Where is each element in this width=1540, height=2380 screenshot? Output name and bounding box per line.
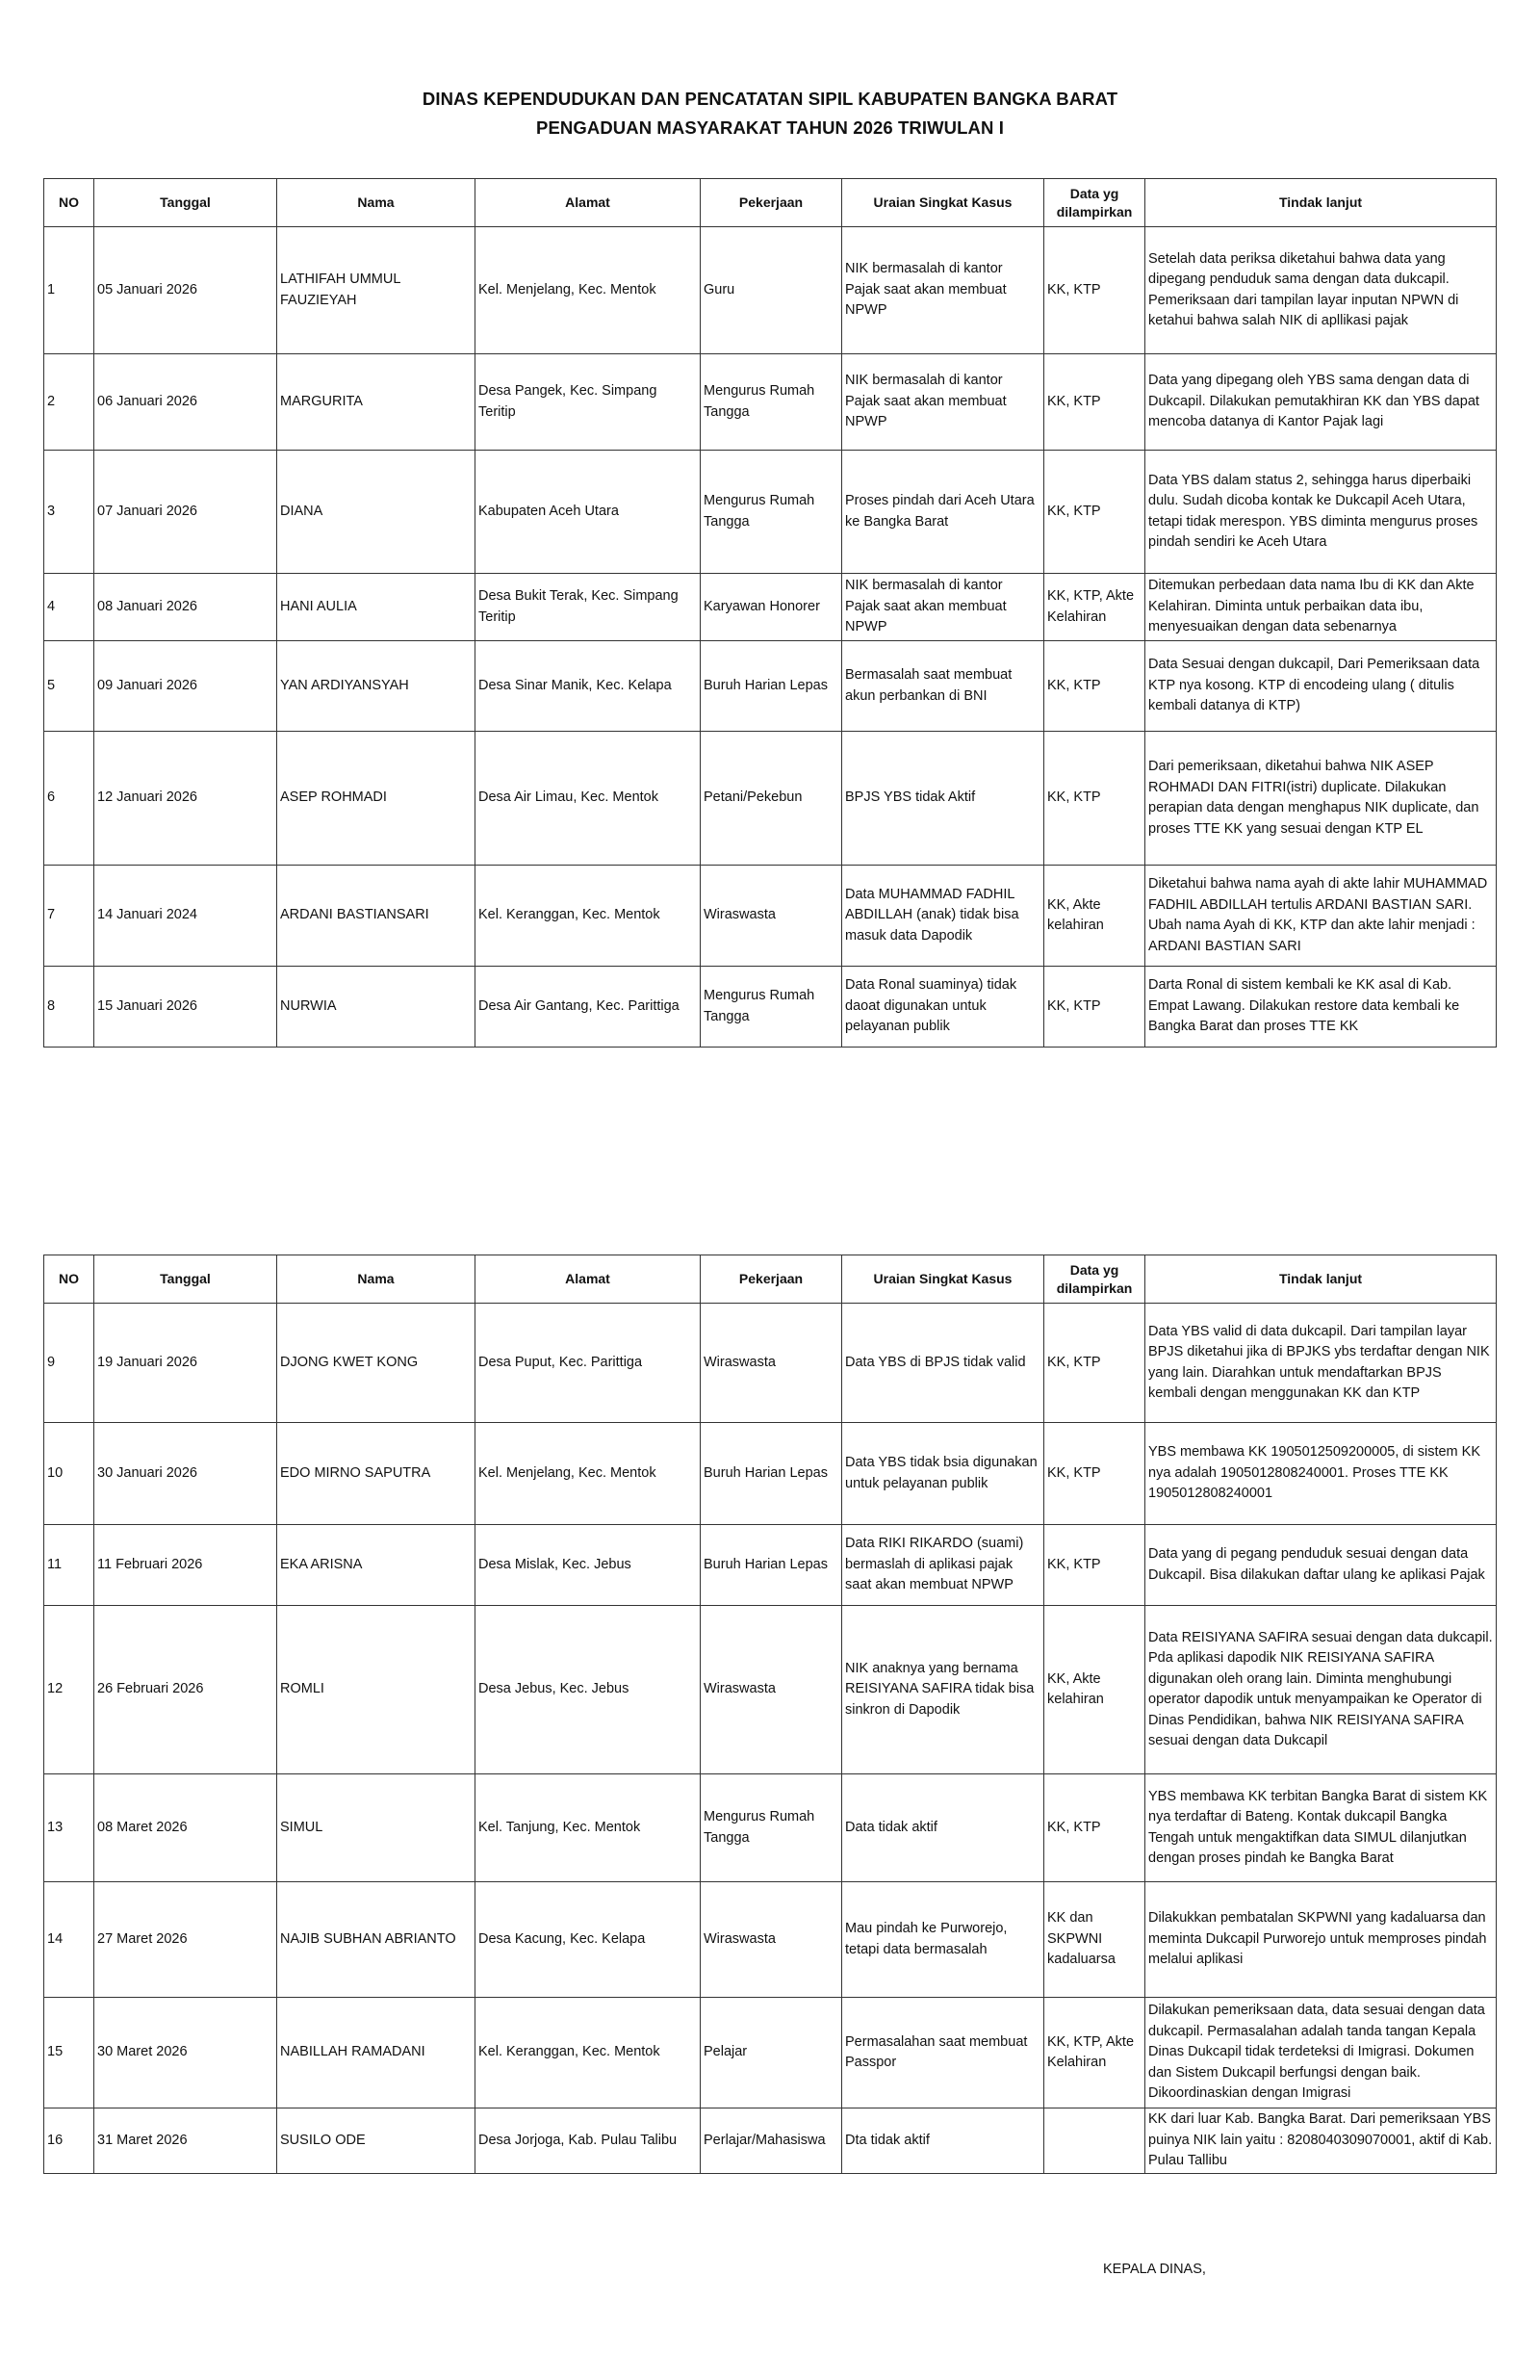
cell-uraian: Data MUHAMMAD FADHIL ABDILLAH (anak) tidak bisa masuk data Dapodik — [842, 866, 1044, 967]
cell-alamat: Desa Puput, Kec. Parittiga — [475, 1304, 701, 1423]
cell-data-lampiran: KK, KTP — [1044, 967, 1145, 1048]
cell-no: 5 — [44, 641, 94, 732]
cell-uraian: Data YBS tidak bsia digunakan untuk pelayanan publik — [842, 1423, 1044, 1525]
col-header-alamat: Alamat — [475, 1255, 701, 1304]
cell-nama: SUSILO ODE — [277, 2108, 475, 2174]
cell-nama: ROMLI — [277, 1606, 475, 1774]
cell-data-lampiran — [1044, 2108, 1145, 2174]
cell-no: 1 — [44, 227, 94, 354]
cell-data-lampiran: KK, KTP — [1044, 227, 1145, 354]
cell-tanggal: 08 Maret 2026 — [94, 1774, 277, 1882]
complaints-table-page-2 — [43, 1255, 1497, 2174]
cell-tanggal: 12 Januari 2026 — [94, 732, 277, 866]
cell-no: 11 — [44, 1525, 94, 1606]
cell-alamat: Desa Air Limau, Kec. Mentok — [475, 732, 701, 866]
complaints-table-page-1 — [43, 178, 1497, 1048]
cell-no: 2 — [44, 354, 94, 451]
cell-data-lampiran: KK, KTP — [1044, 451, 1145, 574]
cell-nama: MARGURITA — [277, 354, 475, 451]
cell-no: 13 — [44, 1774, 94, 1882]
cell-nama: LATHIFAH UMMUL FAUZIEYAH — [277, 227, 475, 354]
cell-no: 14 — [44, 1882, 94, 1998]
cell-uraian: Mau pindah ke Purworejo, tetapi data bermasalah — [842, 1882, 1044, 1998]
cell-pekerjaan: Guru — [701, 227, 842, 354]
cell-alamat: Desa Jorjoga, Kab. Pulau Talibu — [475, 2108, 701, 2174]
cell-pekerjaan: Mengurus Rumah Tangga — [701, 1774, 842, 1882]
cell-uraian: Data YBS di BPJS tidak valid — [842, 1304, 1044, 1423]
cell-pekerjaan: Wiraswasta — [701, 1304, 842, 1423]
cell-no: 4 — [44, 574, 94, 641]
cell-nama: NABILLAH RAMADANI — [277, 1998, 475, 2108]
cell-pekerjaan: Mengurus Rumah Tangga — [701, 967, 842, 1048]
col-header-pekerjaan: Pekerjaan — [701, 1255, 842, 1304]
col-header-uraian: Uraian Singkat Kasus — [842, 1255, 1044, 1304]
cell-tindak-lanjut: Dilakukan pemeriksaan data, data sesuai dengan data dukcapil. Permasalahan adalah tanda tangan Kepala Dinas Dukcapil tidak terdeteksi di Imigrasi. Dokumen dan Sistem Dukcapil berfungsi dengan baik. Dikoordinaskian dengan Imigrasi — [1145, 1998, 1497, 2108]
table-row — [44, 574, 1497, 641]
cell-uraian: Data RIKI RIKARDO (suami) bermaslah di aplikasi pajak saat akan membuat NPWP — [842, 1525, 1044, 1606]
cell-data-lampiran: KK, KTP — [1044, 641, 1145, 732]
cell-alamat: Desa Mislak, Kec. Jebus — [475, 1525, 701, 1606]
col-header-no: NO — [44, 1255, 94, 1304]
cell-no: 3 — [44, 451, 94, 574]
col-header-tanggal: Tanggal — [94, 179, 277, 227]
cell-tindak-lanjut: Diketahui bahwa nama ayah di akte lahir MUHAMMAD FADHIL ABDILLAH tertulis ARDANI BASTIAN SARI. Ubah nama Ayah di KK, KTP dan akte lahir menjadi : ARDANI BASTIAN SARI — [1145, 866, 1497, 967]
cell-alamat: Desa Jebus, Kec. Jebus — [475, 1606, 701, 1774]
table-row — [44, 732, 1497, 866]
cell-no: 10 — [44, 1423, 94, 1525]
cell-pekerjaan: Petani/Pekebun — [701, 732, 842, 866]
table-row — [44, 866, 1497, 967]
col-header-tindak-lanjut: Tindak lanjut — [1145, 1255, 1497, 1304]
cell-alamat: Desa Sinar Manik, Kec. Kelapa — [475, 641, 701, 732]
cell-nama: EKA ARISNA — [277, 1525, 475, 1606]
cell-tanggal: 27 Maret 2026 — [94, 1882, 277, 1998]
cell-pekerjaan: Perlajar/Mahasiswa — [701, 2108, 842, 2174]
cell-uraian: Dta tidak aktif — [842, 2108, 1044, 2174]
cell-tanggal: 31 Maret 2026 — [94, 2108, 277, 2174]
cell-no: 8 — [44, 967, 94, 1048]
cell-alamat: Kel. Menjelang, Kec. Mentok — [475, 1423, 701, 1525]
cell-pekerjaan: Wiraswasta — [701, 866, 842, 967]
report-title — [0, 85, 1540, 142]
cell-pekerjaan: Karyawan Honorer — [701, 574, 842, 641]
title-line-2: PENGADUAN MASYARAKAT TAHUN 2026 TRIWULAN I — [536, 117, 1004, 138]
col-header-nama: Nama — [277, 179, 475, 227]
cell-tanggal: 07 Januari 2026 — [94, 451, 277, 574]
cell-data-lampiran: KK, Akte kelahiran — [1044, 1606, 1145, 1774]
cell-uraian: NIK bermasalah di kantor Pajak saat akan membuat NPWP — [842, 574, 1044, 641]
cell-tindak-lanjut: KK dari luar Kab. Bangka Barat. Dari pemeriksaan YBS puinya NIK lain yaitu : 8208040309070001, aktif di Kab. Pulau Tallibu — [1145, 2108, 1497, 2174]
cell-tanggal: 05 Januari 2026 — [94, 227, 277, 354]
cell-alamat: Desa Kacung, Kec. Kelapa — [475, 1882, 701, 1998]
cell-tindak-lanjut: Data yang di pegang penduduk sesuai dengan data Dukcapil. Bisa dilakukan daftar ulang ke aplikasi Pajak — [1145, 1525, 1497, 1606]
table-row — [44, 1882, 1497, 1998]
cell-data-lampiran: KK dan SKPWNI kadaluarsa — [1044, 1882, 1145, 1998]
cell-uraian: NIK bermasalah di kantor Pajak saat akan membuat NPWP — [842, 354, 1044, 451]
cell-tindak-lanjut: Ditemukan perbedaan data nama Ibu di KK dan Akte Kelahiran. Diminta untuk perbaikan data ibu, menyesuaikan dengan data sebenarnya — [1145, 574, 1497, 641]
col-header-tindak-lanjut: Tindak lanjut — [1145, 179, 1497, 227]
cell-alamat: Kel. Keranggan, Kec. Mentok — [475, 1998, 701, 2108]
table-row — [44, 1606, 1497, 1774]
cell-tanggal: 11 Februari 2026 — [94, 1525, 277, 1606]
table-row — [44, 641, 1497, 732]
cell-nama: YAN ARDIYANSYAH — [277, 641, 475, 732]
cell-uraian: Proses pindah dari Aceh Utara ke Bangka Barat — [842, 451, 1044, 574]
cell-alamat: Desa Pangek, Kec. Simpang Teritip — [475, 354, 701, 451]
cell-alamat: Kel. Tanjung, Kec. Mentok — [475, 1774, 701, 1882]
col-header-alamat: Alamat — [475, 179, 701, 227]
cell-data-lampiran: KK, KTP, Akte Kelahiran — [1044, 1998, 1145, 2108]
table-row — [44, 1998, 1497, 2108]
cell-uraian: Bermasalah saat membuat akun perbankan di BNI — [842, 641, 1044, 732]
cell-tindak-lanjut: Data REISIYANA SAFIRA sesuai dengan data dukcapil. Pda aplikasi dapodik NIK REISIYANA SAFIRA digunakan oleh orang lain. Diminta menghubungi operator dapodik untuk menyampaikan ke Operator di Dinas Pendidikan, bahwa NIK REISIYANA SAFIRA sesuai dengan data Dukcapil — [1145, 1606, 1497, 1774]
col-header-tanggal: Tanggal — [94, 1255, 277, 1304]
cell-tanggal: 26 Februari 2026 — [94, 1606, 277, 1774]
cell-data-lampiran: KK, KTP, Akte Kelahiran — [1044, 574, 1145, 641]
cell-alamat: Desa Air Gantang, Kec. Parittiga — [475, 967, 701, 1048]
cell-data-lampiran: KK, KTP — [1044, 1525, 1145, 1606]
cell-nama: SIMUL — [277, 1774, 475, 1882]
cell-uraian: BPJS YBS tidak Aktif — [842, 732, 1044, 866]
cell-no: 12 — [44, 1606, 94, 1774]
col-header-uraian: Uraian Singkat Kasus — [842, 179, 1044, 227]
cell-pekerjaan: Wiraswasta — [701, 1882, 842, 1998]
cell-tindak-lanjut: YBS membawa KK terbitan Bangka Barat di sistem KK nya terdaftar di Bateng. Kontak dukcapil Bangka Tengah untuk mengaktifkan data SIMUL dilanjutkan dengan proses pindah ke Bangka Barat — [1145, 1774, 1497, 1882]
table-row — [44, 2108, 1497, 2174]
cell-nama: NAJIB SUBHAN ABRIANTO — [277, 1882, 475, 1998]
cell-nama: DJONG KWET KONG — [277, 1304, 475, 1423]
cell-uraian: NIK bermasalah di kantor Pajak saat akan membuat NPWP — [842, 227, 1044, 354]
table-row — [44, 1423, 1497, 1525]
cell-data-lampiran: KK, KTP — [1044, 1304, 1145, 1423]
cell-data-lampiran: KK, KTP — [1044, 354, 1145, 451]
cell-no: 15 — [44, 1998, 94, 2108]
cell-pekerjaan: Buruh Harian Lepas — [701, 641, 842, 732]
cell-pekerjaan: Buruh Harian Lepas — [701, 1525, 842, 1606]
cell-tindak-lanjut: YBS membawa KK 1905012509200005, di sistem KK nya adalah 1905012808240001. Proses TTE KK 1905012808240001 — [1145, 1423, 1497, 1525]
cell-nama: NURWIA — [277, 967, 475, 1048]
table-row — [44, 227, 1497, 354]
cell-nama: EDO MIRNO SAPUTRA — [277, 1423, 475, 1525]
cell-tanggal: 08 Januari 2026 — [94, 574, 277, 641]
cell-pekerjaan: Mengurus Rumah Tangga — [701, 354, 842, 451]
cell-alamat: Kel. Keranggan, Kec. Mentok — [475, 866, 701, 967]
cell-tanggal: 14 Januari 2024 — [94, 866, 277, 967]
cell-alamat: Kabupaten Aceh Utara — [475, 451, 701, 574]
cell-data-lampiran: KK, KTP — [1044, 1423, 1145, 1525]
cell-nama: ARDANI BASTIANSARI — [277, 866, 475, 967]
cell-tanggal: 30 Maret 2026 — [94, 1998, 277, 2108]
cell-pekerjaan: Buruh Harian Lepas — [701, 1423, 842, 1525]
cell-tindak-lanjut: Data YBS dalam status 2, sehingga harus diperbaiki dulu. Sudah dicoba kontak ke Dukcapil Aceh Utara, tetapi tidak merespon. YBS diminta mengurus proses pindah sendiri ke Aceh Utara — [1145, 451, 1497, 574]
signature-label: KEPALA DINAS, — [1103, 2262, 1206, 2277]
table-header-row — [44, 1255, 1497, 1304]
table-row — [44, 1774, 1497, 1882]
cell-data-lampiran: KK, KTP — [1044, 732, 1145, 866]
cell-tanggal: 15 Januari 2026 — [94, 967, 277, 1048]
col-header-nama: Nama — [277, 1255, 475, 1304]
title-line-1: DINAS KEPENDUDUKAN DAN PENCATATAN SIPIL KABUPATEN BANGKA BARAT — [422, 89, 1118, 109]
cell-tindak-lanjut: Data YBS valid di data dukcapil. Dari tampilan layar BPJS diketahui jika di BPJKS ybs terdaftar dengan NIK yang lain. Diarahkan untuk mendaftarkan BPJS kembali dengan menggunakan KK dan KTP — [1145, 1304, 1497, 1423]
cell-nama: HANI AULIA — [277, 574, 475, 641]
col-header-pekerjaan: Pekerjaan — [701, 179, 842, 227]
cell-nama: DIANA — [277, 451, 475, 574]
cell-tindak-lanjut: Setelah data periksa diketahui bahwa data yang dipegang penduduk sama dengan data dukcapil. Pemeriksaan dari tampilan layar inputan NPWN di ketahui bahwa salah NIK di apllikasi pajak — [1145, 227, 1497, 354]
table-row — [44, 1525, 1497, 1606]
cell-alamat: Desa Bukit Terak, Kec. Simpang Teritip — [475, 574, 701, 641]
cell-data-lampiran: KK, Akte kelahiran — [1044, 866, 1145, 967]
cell-tindak-lanjut: Data yang dipegang oleh YBS sama dengan data di Dukcapil. Dilakukan pemutakhiran KK dan YBS dapat mencoba datanya di Kantor Pajak lagi — [1145, 354, 1497, 451]
cell-no: 6 — [44, 732, 94, 866]
col-header-data: Data yg dilampirkan — [1044, 179, 1145, 227]
cell-uraian: NIK anaknya yang bernama REISIYANA SAFIRA tidak bisa sinkron di Dapodik — [842, 1606, 1044, 1774]
cell-tanggal: 06 Januari 2026 — [94, 354, 277, 451]
col-header-data: Data yg dilampirkan — [1044, 1255, 1145, 1304]
cell-uraian: Data Ronal suaminya) tidak daoat digunakan untuk pelayanan publik — [842, 967, 1044, 1048]
table-row — [44, 451, 1497, 574]
cell-alamat: Kel. Menjelang, Kec. Mentok — [475, 227, 701, 354]
cell-nama: ASEP ROHMADI — [277, 732, 475, 866]
cell-tindak-lanjut: Dilakukkan pembatalan SKPWNI yang kadaluarsa dan meminta Dukcapil Purworejo untuk memproses pindah melalui aplikasi — [1145, 1882, 1497, 1998]
cell-tanggal: 09 Januari 2026 — [94, 641, 277, 732]
table-row — [44, 967, 1497, 1048]
col-header-no: NO — [44, 179, 94, 227]
table-row — [44, 1304, 1497, 1423]
cell-no: 9 — [44, 1304, 94, 1423]
cell-tindak-lanjut: Darta Ronal di sistem kembali ke KK asal di Kab. Empat Lawang. Dilakukan restore data kembali ke Bangka Barat dan proses TTE KK — [1145, 967, 1497, 1048]
cell-pekerjaan: Pelajar — [701, 1998, 842, 2108]
cell-tindak-lanjut: Data Sesuai dengan dukcapil, Dari Pemeriksaan data KTP nya kosong. KTP di encodeing ulang ( ditulis kembali datanya di KTP) — [1145, 641, 1497, 732]
cell-uraian: Data tidak aktif — [842, 1774, 1044, 1882]
cell-no: 7 — [44, 866, 94, 967]
cell-tanggal: 30 Januari 2026 — [94, 1423, 277, 1525]
cell-data-lampiran: KK, KTP — [1044, 1774, 1145, 1882]
cell-uraian: Permasalahan saat membuat Passpor — [842, 1998, 1044, 2108]
cell-pekerjaan: Mengurus Rumah Tangga — [701, 451, 842, 574]
cell-pekerjaan: Wiraswasta — [701, 1606, 842, 1774]
table-header-row — [44, 179, 1497, 227]
table-row — [44, 354, 1497, 451]
cell-tindak-lanjut: Dari pemeriksaan, diketahui bahwa NIK ASEP ROHMADI DAN FITRI(istri) duplicate. Dilakukan perapian data dengan menghapus NIK duplicate, dan proses TTE KK yang sesuai dengan KTP EL — [1145, 732, 1497, 866]
cell-no: 16 — [44, 2108, 94, 2174]
cell-tanggal: 19 Januari 2026 — [94, 1304, 277, 1423]
